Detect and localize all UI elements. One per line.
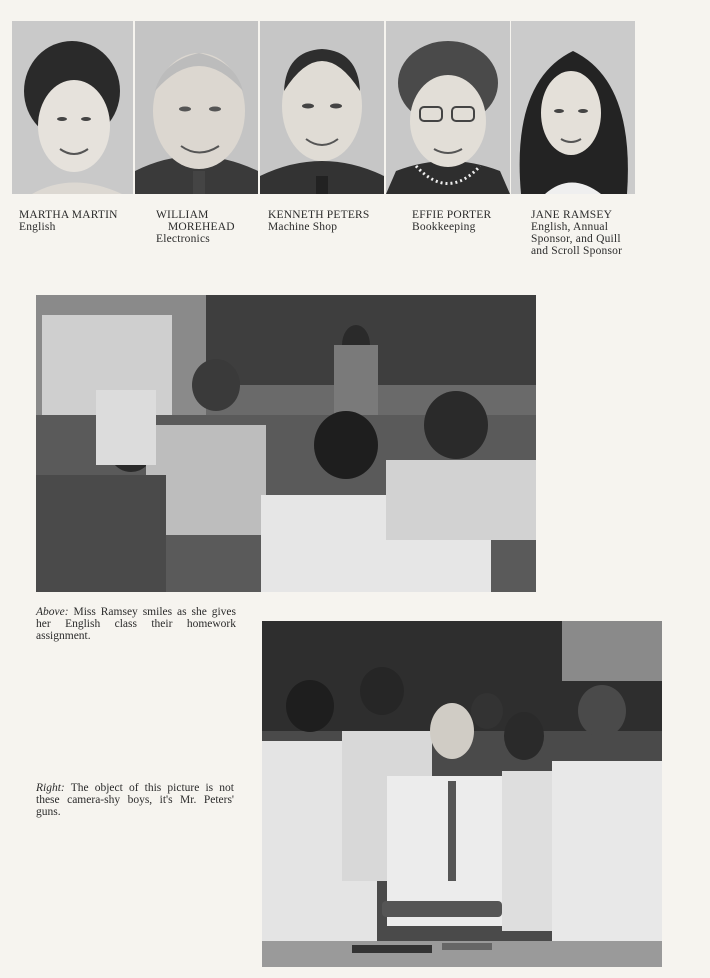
guns-photo <box>262 621 662 967</box>
faculty-subject: Electronics <box>156 233 210 245</box>
faculty-name: MARTHA MARTIN <box>19 209 118 221</box>
faculty-william-morehead <box>156 209 235 245</box>
faculty-subject-line: Sponsor, and Quill <box>531 233 621 245</box>
portrait-kenneth-peters <box>260 21 384 194</box>
faculty-subject: English <box>19 221 56 233</box>
faculty-jane-ramsey <box>531 209 622 257</box>
faculty-name-line2: MOREHEAD <box>168 221 235 233</box>
faculty-martha-martin <box>19 209 118 233</box>
portrait-william-morehead <box>135 21 258 194</box>
faculty-name: JANE RAMSEY <box>531 209 613 221</box>
caption-text: Miss Ramsey smiles as she gives her English class their homework assignment. <box>36 606 236 642</box>
faculty-name-line1: WILLIAM <box>156 209 209 221</box>
caption-label: Above: <box>36 606 69 618</box>
caption-text: The object of this picture is not these camera-shy boys, it's Mr. Peters' guns. <box>36 782 234 818</box>
faculty-subject-line: and Scroll Sponsor <box>531 245 623 257</box>
faculty-subject: Machine Shop <box>268 221 338 233</box>
faculty-kenneth-peters <box>268 209 370 233</box>
portrait-effie-porter <box>386 21 510 194</box>
faculty-name: KENNETH PETERS <box>268 209 370 221</box>
classroom-photo <box>36 295 536 592</box>
portrait-martha-martin <box>12 21 133 194</box>
caption-label: Right: <box>36 782 65 794</box>
faculty-subject: Bookkeeping <box>412 221 476 233</box>
caption-right <box>36 782 234 818</box>
caption-above <box>36 606 236 642</box>
faculty-name: EFFIE PORTER <box>412 209 492 221</box>
portrait-jane-ramsey <box>511 21 635 194</box>
faculty-effie-porter <box>412 209 491 233</box>
faculty-subject-line: English, Annual <box>531 221 609 233</box>
